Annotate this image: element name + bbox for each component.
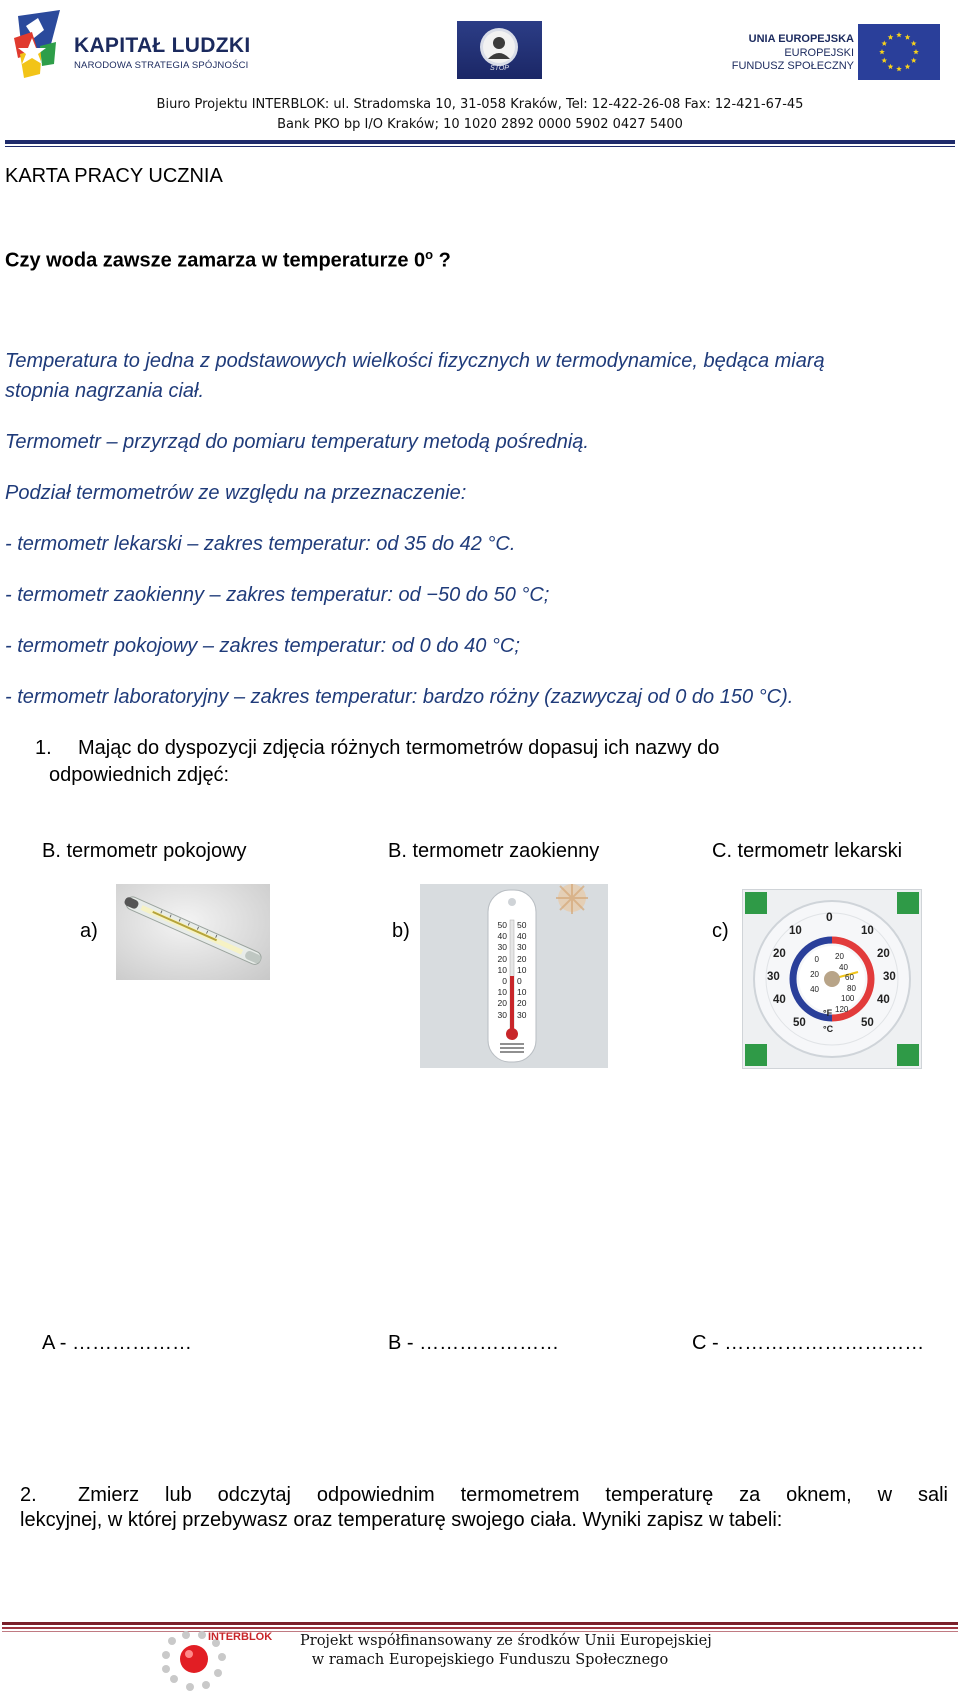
- footer-line-1: Projekt współfinansowany ze środków Unii Europejskiej: [300, 1633, 712, 1649]
- dial-unit-f: °F: [823, 1008, 833, 1018]
- outdoor-thermometer-icon: [420, 884, 608, 1068]
- center-badge-logo: [457, 21, 542, 79]
- main-question-end: ?: [433, 249, 451, 272]
- scale-tick: 20: [497, 998, 507, 1009]
- dial-f-tick: 80: [847, 983, 856, 993]
- list-item-room: - termometr pokojowy – zakres temperatur: od 0 do 40 °C;: [5, 635, 520, 657]
- dial-f-tick: 120: [835, 1004, 849, 1014]
- kapital-ludzki-logo: [10, 8, 270, 82]
- degree-superscript: o: [425, 247, 434, 262]
- dial-tick: 40: [773, 994, 786, 1006]
- division-heading: Podział termometrów ze względu na przeznaczenie:: [5, 482, 467, 504]
- dial-tick: 20: [877, 948, 890, 960]
- scale-tick: 20: [497, 953, 507, 964]
- eu-line-1: UNIA EUROPEJSKA: [748, 33, 854, 45]
- scale-tick: 10: [497, 987, 507, 998]
- scale-tick: 0: [502, 976, 507, 987]
- answer-a[interactable]: A - ………………: [42, 1332, 193, 1354]
- photo-label-a: a): [80, 920, 98, 942]
- dial-tick: 50: [793, 1017, 806, 1029]
- dial-right-scale: [861, 920, 905, 1035]
- scale-tick: 20: [517, 953, 527, 964]
- photo-medical-thermometer: [116, 884, 270, 980]
- dial-inner-tick: 40: [810, 985, 819, 994]
- main-question-text: Czy woda zawsze zamarza w temperaturze 0: [5, 249, 426, 272]
- dial-f-tick: 60: [845, 973, 854, 982]
- photo-outdoor-thermometer: [420, 884, 608, 1068]
- task-2-number: 2.: [20, 1484, 37, 1506]
- footer-rule-1: [2, 1622, 958, 1625]
- photo-room-thermometer: [742, 889, 922, 1069]
- scale-tick: 40: [517, 931, 527, 942]
- scale-tick: 10: [497, 964, 507, 975]
- dial-f-tick: 40: [839, 962, 848, 972]
- dial-unit-c: °C: [823, 1024, 834, 1034]
- interblok-logo-text: INTERBLOK: [208, 1631, 273, 1643]
- scale-tick: 50: [517, 920, 527, 930]
- eu-logo: [700, 24, 940, 84]
- photo-label-c: c): [712, 920, 729, 942]
- dial-tick: 30: [883, 971, 896, 983]
- kapital-ludzki-emblem-icon: [12, 8, 68, 80]
- eu-line-3: FUNDUSZ SPOŁECZNY: [731, 60, 854, 72]
- scale-tick: 10: [517, 987, 527, 998]
- option-c: C. termometr lekarski: [712, 840, 903, 862]
- scale-tick: 30: [497, 1009, 507, 1020]
- task-2-line-2: lekcyjnej, w której przebywasz oraz temperaturę swojego ciała. Wyniki zapisz w tabeli:: [20, 1509, 783, 1531]
- dial-f-tick: 20: [835, 952, 844, 961]
- address-line-1: Biuro Projektu INTERBLOK: ul. Stradomska 10, 31-058 Kraków, Tel: 12-422-26-08 Fax: 12-421-67-45: [156, 97, 804, 112]
- scale-tick: 30: [497, 942, 507, 953]
- definition-line-1: Temperatura to jedna z podstawowych wielkości fizycznych w termodynamice, będąca miarą: [5, 350, 825, 372]
- dial-inner-tick: 0: [814, 955, 819, 964]
- scale-tick: 30: [517, 1009, 527, 1020]
- task-1-number: 1.: [35, 737, 52, 759]
- scale-tick: 50: [497, 920, 507, 930]
- list-item-outdoor: - termometr zaokienny – zakres temperatur: od −50 do 50 °C;: [5, 584, 550, 606]
- task-2-line-1: Zmierz lub odczytaj odpowiednim termometrem temperaturę za oknem, w sali: [78, 1484, 948, 1506]
- photo-label-b: b): [392, 920, 410, 942]
- task-1-line-2: odpowiednich zdjęć:: [49, 764, 230, 786]
- dial-inner-tick: 20: [810, 970, 819, 979]
- dial-left-scale: [765, 920, 805, 1035]
- dial-f-tick: 100: [841, 994, 855, 1003]
- answer-b[interactable]: B - …………………: [388, 1332, 560, 1354]
- dial-top-label: 0: [826, 910, 833, 924]
- dial-tick: 20: [773, 948, 786, 960]
- medical-thermometer-icon: [116, 884, 270, 980]
- task-1-line-1: Mając do dyspozycji zdjęcia różnych termometrów dopasuj ich nazwy do: [78, 737, 720, 759]
- option-a: B. termometr pokojowy: [42, 840, 247, 862]
- scale-tick: 40: [497, 931, 507, 942]
- list-item-laboratory: - termometr laboratoryjny – zakres temperatur: bardzo różny (zazwyczaj od 0 do 150 °C).: [5, 686, 794, 708]
- outdoor-scale-right: [517, 920, 531, 1021]
- page-title: KARTA PRACY UCZNIA: [5, 165, 223, 187]
- dial-tick: 30: [767, 971, 780, 983]
- address-line-2: Bank PKO bp I/O Kraków; 10 1020 2892 0000 5902 0427 5400: [277, 117, 683, 132]
- center-badge-caption: STOP: [490, 65, 509, 72]
- kapital-ludzki-title: KAPITAŁ LUDZKI: [74, 34, 251, 57]
- header-rule-thin: [5, 146, 955, 147]
- main-question: [5, 247, 451, 273]
- scale-tick: 20: [517, 998, 527, 1009]
- eu-flag-icon: [858, 24, 940, 80]
- dial-inner-left: [803, 952, 819, 997]
- option-b: B. termometr zaokienny: [388, 840, 600, 862]
- kapital-ludzki-subtitle: NARODOWA STRATEGIA SPÓJNOŚCI: [74, 60, 249, 71]
- outdoor-scale-left: [493, 920, 507, 1021]
- scale-tick: 0: [517, 976, 522, 987]
- header-rule: [5, 140, 955, 144]
- dial-inner-fahrenheit: [835, 952, 865, 1015]
- footer-rule-2: [2, 1627, 958, 1629]
- dial-tick: 50: [861, 1017, 874, 1029]
- scale-tick: 30: [517, 942, 527, 953]
- list-item-medical: - termometr lekarski – zakres temperatur: od 35 do 42 °C.: [5, 533, 516, 555]
- thermometer-definition: Termometr – przyrząd do pomiaru temperatury metodą pośrednią.: [5, 431, 589, 453]
- definition-line-2: stopnia nagrzania ciał.: [5, 380, 205, 402]
- dial-tick: 10: [861, 925, 874, 937]
- eu-line-2: EUROPEJSKI: [784, 47, 854, 59]
- dial-tick: 10: [789, 925, 802, 937]
- footer-line-2: w ramach Europejskiego Funduszu Społecznego: [311, 1652, 669, 1668]
- scale-tick: 10: [517, 964, 527, 975]
- dial-tick: 40: [877, 994, 890, 1006]
- interblok-logo: [158, 1629, 288, 1693]
- answer-c[interactable]: C - …………………………: [692, 1332, 925, 1354]
